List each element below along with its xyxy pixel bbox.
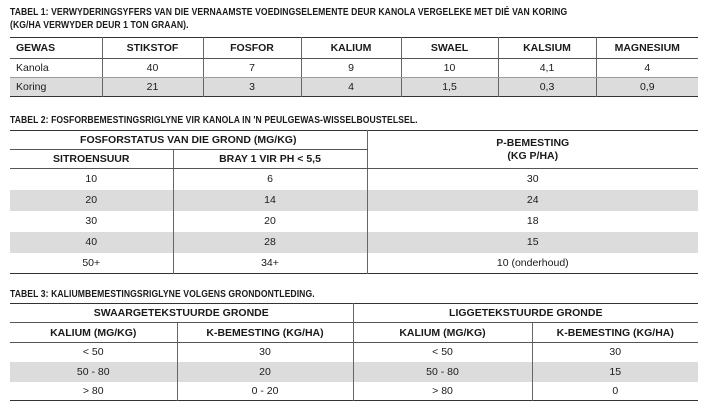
table1-cell: 9 [301, 59, 401, 78]
table3-header-kalium-heavy: KALIUM (MG/KG) [10, 323, 177, 343]
table3-cell: 0 [532, 382, 698, 401]
table-row [10, 190, 698, 211]
table-row [10, 232, 698, 253]
table-row [10, 78, 698, 97]
table1-cell: 0,9 [596, 78, 698, 97]
table2-cell: 18 [367, 211, 698, 232]
table2-cell: 40 [10, 232, 173, 253]
table3-cell: 30 [177, 343, 353, 362]
table1-header-kalium: KALIUM [301, 38, 401, 59]
table2-cell: 28 [173, 232, 367, 253]
table2-group-header-row [10, 131, 698, 150]
table1-cell: 40 [102, 59, 203, 78]
table1-header-magnesium: MAGNESIUM [596, 38, 698, 59]
table3-cell: 0 - 20 [177, 382, 353, 401]
table3-cell: < 50 [10, 343, 177, 362]
table2-cell: 24 [367, 190, 698, 211]
table3-cell: 15 [532, 362, 698, 382]
table1-cell: Koring [10, 78, 102, 97]
table3-header-kalium-light: KALIUM (MG/KG) [353, 323, 532, 343]
table3-cell: > 80 [10, 382, 177, 401]
table3-cell: > 80 [353, 382, 532, 401]
table2-cell: 20 [10, 190, 173, 211]
table1-cell: 21 [102, 78, 203, 97]
table3-cell: 50 - 80 [353, 362, 532, 382]
table-row [10, 343, 698, 362]
table2-group-header: FOSFORSTATUS VAN DIE GROND (MG/KG) [10, 131, 367, 150]
table1-header-fosfor: FOSFOR [203, 38, 301, 59]
table1-caption-line1: TABEL 1: VERWYDERINGSYFERS VAN DIE VERNAAMSTE VOEDINGSELEMENTE DEUR KANOLA VERGELEKE MET DIÉ VAN KORING [10, 7, 568, 18]
table-row [10, 382, 698, 401]
table3-cell: 50 - 80 [10, 362, 177, 382]
table-row [10, 253, 698, 274]
table1 [10, 37, 698, 97]
table1-caption [10, 7, 567, 32]
table1-cell: 3 [203, 78, 301, 97]
table3-header-k-bemesting-light: K-BEMESTING (KG/HA) [532, 323, 698, 343]
table-row [10, 211, 698, 232]
table2-cell: 30 [10, 211, 173, 232]
table2-cell: 30 [367, 169, 698, 190]
table2-header-sitroensuur: SITROENSUUR [10, 150, 173, 169]
table1-cell: 10 [401, 59, 498, 78]
table-row [10, 362, 698, 382]
table1-cell: 1,5 [401, 78, 498, 97]
table3-group-header-row [10, 304, 698, 323]
table2-cell: 34+ [173, 253, 367, 274]
table2-cell: 50+ [10, 253, 173, 274]
table1-caption-line2: (KG/HA VERWYDER DEUR 1 TON GRAAN). [10, 19, 189, 31]
table2-cell: 10 [10, 169, 173, 190]
table2-cell: 15 [367, 232, 698, 253]
table3 [10, 303, 698, 401]
table2-p-header [367, 131, 698, 169]
table1-header-row [10, 38, 698, 59]
table1-header-gewas: GEWAS [10, 38, 102, 59]
table1-header-kalsium: KALSIUM [498, 38, 596, 59]
table3-cell: < 50 [353, 343, 532, 362]
table1-cell: 0,3 [498, 78, 596, 97]
table2-cell: 14 [173, 190, 367, 211]
table2-p-header-line2: (KG P/HA) [507, 149, 559, 162]
table3-sub-header-row [10, 323, 698, 343]
table2-cell: 20 [173, 211, 367, 232]
table-row [10, 59, 698, 78]
table-row [10, 169, 698, 190]
table3-group-header-heavy: SWAARGETEKSTUURDE GRONDE [10, 304, 353, 323]
table3-group-header-light: LIGGETEKSTUURDE GRONDE [353, 304, 698, 323]
table2-caption: TABEL 2: FOSFORBEMESTINGSRIGLYNE VIR KANOLA IN 'N PEULGEWAS-WISSELBOUSTELSEL. [10, 115, 418, 126]
table1-header-stikstof: STIKSTOF [102, 38, 203, 59]
table1-cell: 4 [301, 78, 401, 97]
table3-cell: 30 [532, 343, 698, 362]
table2-cell: 6 [173, 169, 367, 190]
table1-header-swael: SWAEL [401, 38, 498, 59]
table3-cell: 20 [177, 362, 353, 382]
table3-caption: TABEL 3: KALIUMBEMESTINGSRIGLYNE VOLGENS GRONDONTLEDING. [10, 289, 315, 300]
table2-cell: 10 (onderhoud) [367, 253, 698, 274]
table3-header-k-bemesting-heavy: K-BEMESTING (KG/HA) [177, 323, 353, 343]
table1-cell: 4,1 [498, 59, 596, 78]
table2-p-header-line1: P-BEMESTING [496, 136, 570, 149]
table2 [10, 130, 698, 274]
table1-cell: 7 [203, 59, 301, 78]
table2-header-bray: BRAY 1 VIR PH < 5,5 [173, 150, 367, 169]
table1-cell: Kanola [10, 59, 102, 78]
table1-cell: 4 [596, 59, 698, 78]
